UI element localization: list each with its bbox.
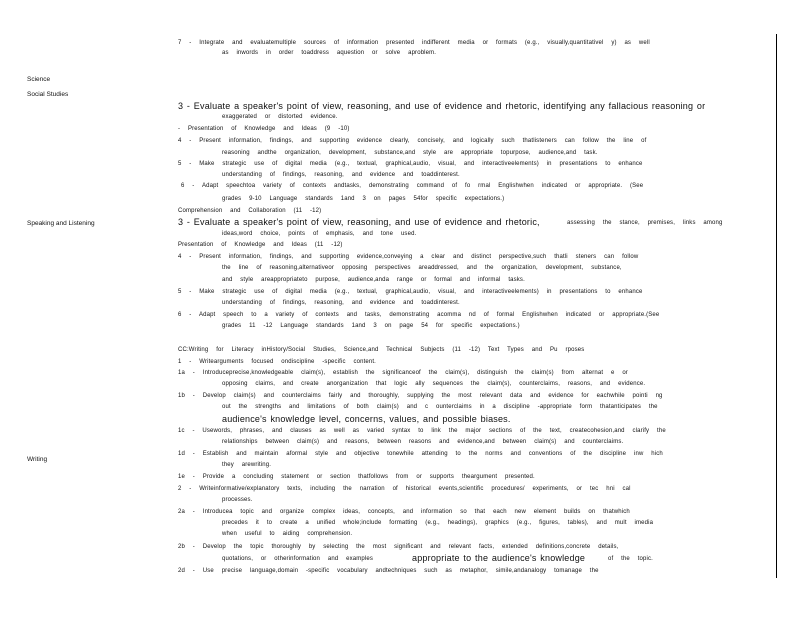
text-line: reasoning andthe organization, development, substance,and style are appropriate topurpose, audience,and task. [222,150,598,156]
text-line: ideas,word choice, points of emphasis, and tone used. [222,231,417,237]
text-line: understanding of findings, reasoning, and evidence and toaddinterest. [222,300,460,306]
text-line: relationships between claim(s) and reasons, between reasons and evidence,and between claim(s) and counterclaims. [222,439,624,445]
text-line: grades 11 -12 Language standards 1and 3 on page 54 for specific expectations.) [222,323,520,329]
text-line: 6 - Adapt speech to a variety of contexts and tasks, demonstrating acomma nd of formal Englishwhen indicated or appropriate.(See [178,312,660,318]
section-heading: - Presentation of Knowledge and Ideas (9 -10) [178,126,350,132]
text-line: 7 - Integrate and evaluatemultiple sources of information presented indifferent media or formats (e.g., visually,quantitativel y) as well [178,40,650,46]
text-line: 5 - Make strategic use of digital media (e.g., textual, graphical,audio, visual, and interactiveelements) in presentations to enhance [178,289,643,295]
text-line: grades 9-10 Language standards 1and 3 on pages 54for specific expectations.) [222,196,505,202]
text-line: 4 - Present information, findings, and supporting evidence clearly, concisely, and logically such thatlisteners can follow the line of [178,138,647,144]
text-line: 4 - Present information, findings, and supporting evidence,conveying a clear and distinct perspective,such thatli steners can follow [178,254,639,260]
text-line: opposing claims, and create anorganization that logic ally sequences the claim(s), counterclaims, reasons, and evidence. [222,381,646,387]
text-line: 2d - Use precise language,domain -specific vocabulary andtechniques such as metaphor, simile,andanalogy tomanage the [178,568,599,574]
text-line: quotations, or otherinformation and examples [222,556,374,562]
text-line: assessing the stance, premises, links among [567,220,723,226]
text-line: 2a - Introducea topic and organize complex ideas, concepts, and information so that each new element builds on thatwhich [178,509,630,515]
text-line: 1b - Develop claim(s) and counterclaims fairly and thoroughly, supplying the most relevant data and evidence for eachwhile pointi ng [178,393,663,399]
text-line: understanding of findings, reasoning, and evidence and toaddinterest. [222,172,460,178]
text-line: 3 - Evaluate a speaker's point of view, reasoning, and use of evidence and rhetoric, [178,217,540,227]
text-line: the line of reasoning,alternativeor opposing perspectives areaddressed, and the organization, development, substance, [222,265,622,271]
text-line: processes. [222,497,253,503]
sidebar-label-social-studies: Social Studies [27,91,69,98]
text-line: 6 - Adapt speechtoa variety of contexts andtasks, demonstrating command of fo rmal Englishwhen indicated or appropriate. (See [181,183,644,189]
text-line: 1a - Introduceprecise,knowledgeable claim(s), establish the significanceof the claim(s), distinguish the claim(s) from alternat e or [178,370,628,376]
text-line: 5 - Make strategic use of digital media (e.g., textual, graphical,audio, visual, and interactiveelements) in presentations to enhance [178,161,643,167]
text-line: exaggerated or distorted evidence. [222,114,338,120]
text-line: of the topic. [608,556,653,562]
section-heading: CC:Writing for Literacy inHistory/Social Studies, Science,and Technical Subjects (11 -12) Text Types and Pu rposes [178,347,585,353]
text-line: 1 - Writearguments focused ondiscipline -specific content. [178,359,376,365]
text-line: precedes it to create a unified whole;include formatting (e.g., headings), graphics (e.g., figures, tables), and mult imedia [222,520,654,526]
text-line: when useful to aiding comprehension. [222,531,353,537]
right-margin-rule [776,34,777,578]
sidebar-label-writing: Writing [27,456,48,463]
text-line: appropriate to the audience's knowledge [412,553,586,563]
text-line: as inwords in order toaddress aquestion or solve aproblem. [222,50,437,56]
text-line: 1d - Establish and maintain aformal style and objective tonewhile attending to the norms and conventions of the discipline inw hich [178,451,663,457]
text-line: 2 - Writeinformative/explanatory texts, including the narration of historical events,scientific procedures/ experiments, or tec hni cal [178,486,631,492]
text-line: 1e - Provide a concluding statement or section thatfollows from or supports theargument presented. [178,474,535,480]
text-line: 2b - Develop the topic thoroughly by selecting the most significant and relevant facts, extended definitions,concrete details, [178,544,619,550]
text-line: 3 - Evaluate a speaker's point of view, reasoning, and use of evidence and rhetoric, identifying any fallacious reasoning or [178,101,706,111]
text-line: out the strengths and limitations of both claim(s) and c ounterclaims in a discipline -appropriate form thatanticipates the [222,404,658,410]
sidebar-label-science: Science [27,76,51,83]
text-line: they arewriting. [222,462,272,468]
text-line: and style areappropriateto purpose, audience,anda range or formal and informal tasks. [222,277,525,283]
sidebar-label-speaking-listening: Speaking and Listening [27,220,95,227]
text-line: audience's knowledge level, concerns, values, and possible biases. [222,414,511,424]
section-heading: Presentation of Knowledge and Ideas (11 -12) [178,242,343,248]
section-heading: Comprehension and Collaboration (11 -12) [178,208,322,214]
text-line: 1c - Usewords, phrases, and clauses as well as varied syntax to link the major sections of the text, createcohesion,and clarify the [178,428,666,434]
